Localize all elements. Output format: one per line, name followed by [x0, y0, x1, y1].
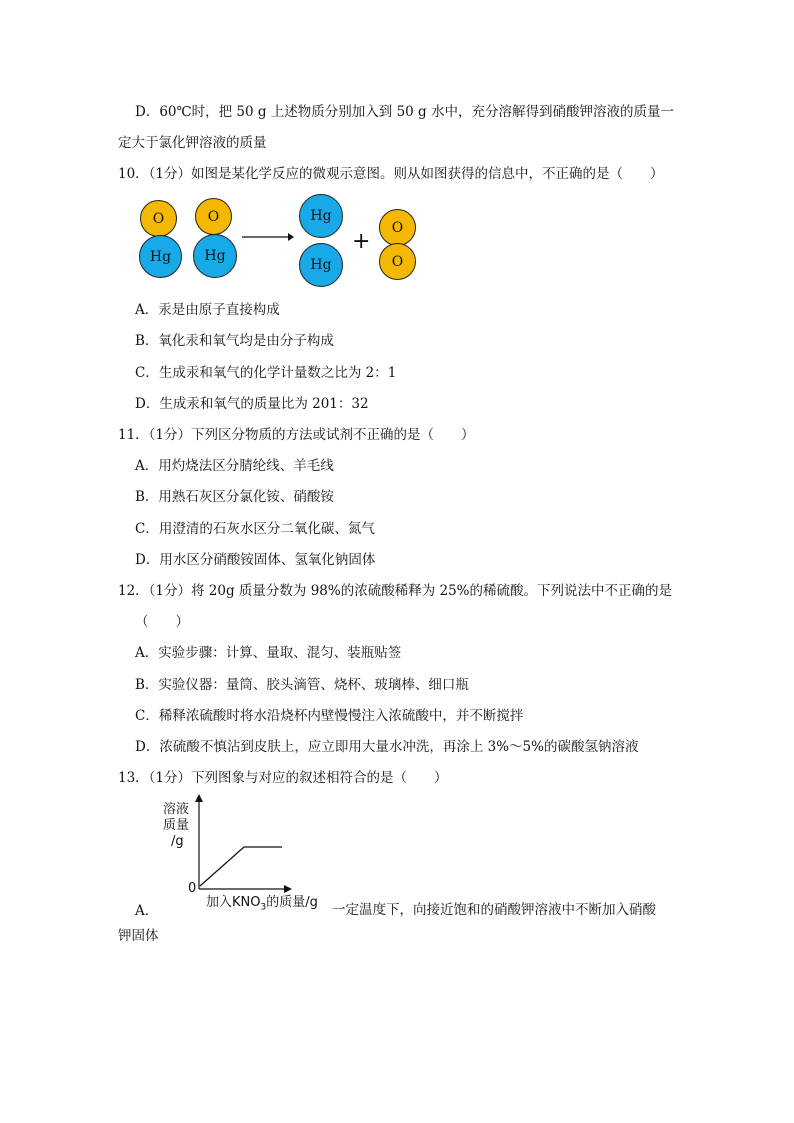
oxygen-atom: O — [195, 198, 232, 235]
q12-option-d: D．浓硫酸不慎沾到皮肤上，应立即用大量水冲洗，再涂上 3%～5%的碳酸氢钠溶液 — [135, 739, 639, 755]
q12-stem-line2: （ ） — [135, 614, 189, 630]
mercury-atom: Hg — [299, 243, 343, 287]
q12-option-b: B．实验仪器：量筒、胶头滴管、烧杯、玻璃棒、细口瓶 — [135, 677, 469, 693]
q11-stem: 11．（1分）下列区分物质的方法或试剂不正确的是（ ） — [118, 427, 475, 443]
reaction-arrow — [240, 230, 296, 244]
q12-option-a: A．实验步骤：计算、量取、混匀、装瓶贴签 — [135, 645, 402, 661]
q12-stem-line1: 12．（1分）将 20g 质量分数为 98%的浓硫酸稀释为 25%的稀硫酸。下列说法中不正确的是 — [118, 583, 673, 599]
q13-option-a-text: 一定温度下，向接近饱和的硝酸钾溶液中不断加入硝酸 — [332, 902, 656, 918]
q13-stem: 13．（1分）下列图象与对应的叙述相符合的是（ ） — [118, 770, 448, 786]
q11-option-d: D．用水区分硝酸铵固体、氢氧化钠固体 — [135, 552, 376, 568]
oxygen-atom: O — [379, 243, 416, 280]
graph-y-label-line3: /g — [171, 834, 184, 849]
q13-option-a-line2: 钾固体 — [118, 928, 159, 944]
graph-axes-and-line — [190, 794, 295, 898]
mercury-atom: Hg — [299, 194, 343, 238]
q10-option-c: C．生成汞和氧气的化学计量数之比为 2：1 — [135, 365, 397, 381]
q9-option-d-line2: 定大于氯化钾溶液的质量 — [118, 135, 267, 151]
q11-option-a: A．用灼烧法区分腈纶线、羊毛线 — [135, 458, 334, 474]
q10-option-b: B．氧化汞和氧气均是由分子构成 — [135, 333, 334, 349]
mercury-atom: Hg — [193, 234, 237, 278]
plus-sign: + — [352, 229, 371, 254]
oxygen-atom: O — [140, 200, 177, 237]
oxygen-atom: O — [379, 209, 416, 246]
q10-stem: 10．（1分）如图是某化学反应的微观示意图。则从如图获得的信息中，不正确的是（ ） — [118, 166, 664, 182]
q12-option-c: C．稀释浓硫酸时将水沿烧杯内壁慢慢注入浓硫酸中，并不断搅拌 — [135, 708, 524, 724]
q11-option-c: C．用澄清的石灰水区分二氧化碳、氮气 — [135, 521, 375, 537]
graph-origin-label: 0 — [188, 881, 197, 896]
mercury-atom: Hg — [139, 235, 182, 278]
graph-x-label: 加入$KNO_3$的质量/g — [206, 895, 318, 913]
q9-option-d-line1: D．60℃时，把 50 g 上述物质分别加入到 50 g 水中，充分溶解得到硝酸钾溶液的质量一 — [135, 104, 674, 120]
q11-option-b: B．用熟石灰区分氯化铵、硝酸铵 — [135, 489, 334, 505]
q13-option-a-letter: A． — [135, 903, 159, 919]
q10-option-a: A．汞是由原子直接构成 — [135, 302, 280, 318]
graph-y-label-line2: 质量 — [163, 818, 190, 833]
graph-y-label-line1: 溶液 — [163, 802, 190, 817]
q10-option-d: D．生成汞和氧气的质量比为 201：32 — [135, 396, 369, 412]
